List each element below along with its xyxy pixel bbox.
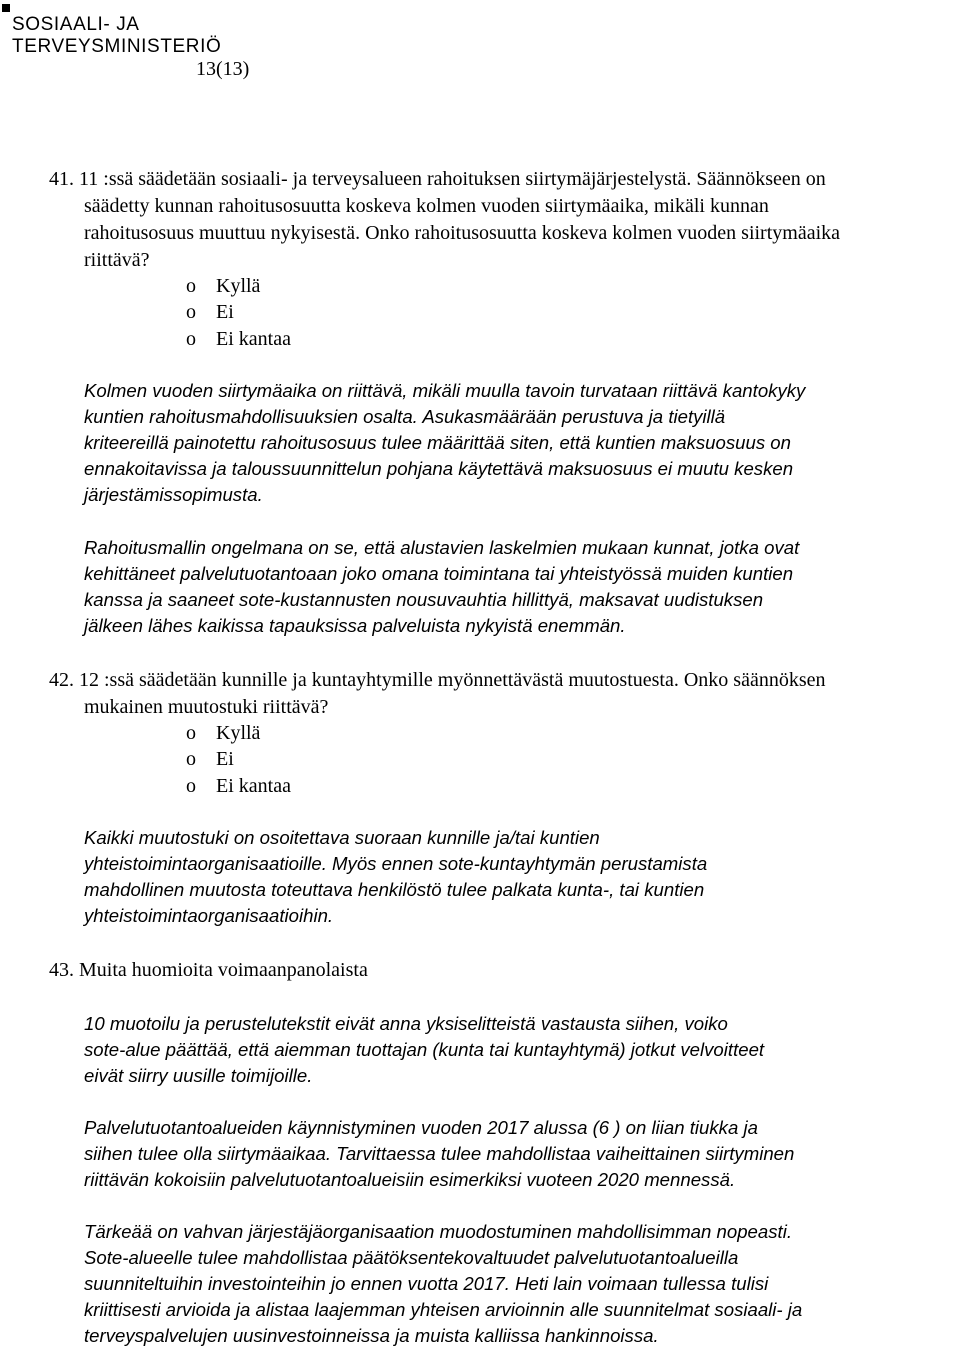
- radio-circle-icon: o: [186, 722, 196, 744]
- answer-text-line: järjestämissopimusta.: [84, 484, 263, 505]
- option-ei[interactable]: o Ei: [186, 301, 234, 323]
- option-kylla[interactable]: o Kyllä: [186, 275, 261, 297]
- answer-text-line: riittävän kokoisiin palvelutuotantoalueisiin esimerkiksi vuoteen 2020 mennessä.: [84, 1169, 736, 1190]
- logo-mark: [2, 4, 10, 12]
- question-text-line: 41. 11 :ssä säädetään sosiaali- ja terveysalueen rahoituksen siirtymäjärjestelystä. Säännökseen on: [49, 168, 826, 190]
- answer-text-line: siihen tulee olla siirtymäaikaa. Tarvittaessa tulee mahdollistaa vaiheittainen siirtyminen: [84, 1143, 795, 1164]
- answer-text-line: 10 muotoilu ja perustelutekstit eivät anna yksiselitteistä vastausta siihen, voiko: [84, 1013, 728, 1034]
- question-text-line: riittävä?: [84, 249, 150, 271]
- answer-text-line: kriteereillä painotettu rahoitusosuus tulee määrittää siten, että kuntien maksuosuus on: [84, 432, 791, 453]
- answer-text-line: Rahoitusmallin ongelmana on se, että alustavien laskelmien mukaan kunnat, jotka ovat: [84, 537, 800, 558]
- question-title: 43. Muita huomioita voimaanpanolaista: [49, 959, 368, 981]
- answer-text-line: Tärkeää on vahvan järjestäjäorganisaation muodostuminen mahdollisimman nopeasti.: [84, 1221, 792, 1242]
- answer-text-line: Kolmen vuoden siirtymäaika on riittävä, mikäli muulla tavoin turvataan riittävä kantokyky: [84, 380, 806, 401]
- option-ei[interactable]: o Ei: [186, 748, 234, 770]
- question-text-line: säädetty kunnan rahoitusosuutta koskeva kolmen vuoden siirtymäaika, mikäli kunnan: [84, 195, 769, 217]
- radio-circle-icon: o: [186, 748, 196, 770]
- answer-text-line: kehittäneet palvelutuotantoaan joko omana toimintana tai yhteistyössä muiden kuntien: [84, 563, 794, 584]
- answer-text-line: Palvelutuotantoalueiden käynnistyminen vuoden 2017 alussa (6 ) on liian tiukka ja: [84, 1117, 758, 1138]
- answer-text-line: eivät siirry uusille toimijoille.: [84, 1065, 313, 1086]
- question-text-line: mukainen muutostuki riittävä?: [84, 696, 329, 718]
- answer-text-line: yhteistoimintaorganisaatioille. Myös ennen sote-kuntayhtymän perustamista: [84, 853, 708, 874]
- answer-text-line: terveyspalvelujen uusinvestoinneissa ja muista kalliissa hankinnoissa.: [84, 1325, 659, 1346]
- radio-circle-icon: o: [186, 328, 196, 350]
- answer-text-line: kuntien rahoitusmahdollisuuksien osalta. Asukasmäärään perustuva ja tietyillä: [84, 406, 726, 427]
- radio-circle-icon: o: [186, 301, 196, 323]
- answer-text-line: kanssa ja saaneet sote-kustannusten nousuvauhtia hillittyä, maksavat uudistuksen: [84, 589, 764, 610]
- logo-text-line2: TERVEYSMINISTERIÖ: [12, 36, 222, 57]
- question-text-line: 42. 12 :ssä säädetään kunnille ja kuntayhtymille myönnettävästä muutostuesta. Onko säännöksen: [49, 669, 826, 691]
- radio-circle-icon: o: [186, 275, 196, 297]
- option-kylla[interactable]: o Kyllä: [186, 722, 261, 744]
- answer-text-line: Kaikki muutostuki on osoitettava suoraan kunnille ja/tai kuntien: [84, 827, 600, 848]
- answer-text-line: sote-alue päättää, että aiemman tuottajan (kunta tai kuntayhtymä) jotkut velvoitteet: [84, 1039, 765, 1060]
- answer-text-line: kriittisesti arvioida ja alistaa laajemman yhteisen arvioinnin alle suunnitelmat sosiaali- ja: [84, 1299, 803, 1320]
- answer-text-line: Sote-alueelle tulee mahdollistaa päätöksentekovaltuudet palvelutuotantoalueilla: [84, 1247, 739, 1268]
- answer-text-line: jälkeen lähes kaikissa tapauksissa palveluista nykyistä enemmän.: [84, 615, 626, 636]
- page-number: 13(13): [196, 58, 250, 80]
- radio-circle-icon: o: [186, 775, 196, 797]
- option-ei-kantaa[interactable]: o Ei kantaa: [186, 328, 291, 350]
- answer-text-line: suunniteltuihin investointeihin jo ennen vuotta 2017. Heti lain voimaan tullessa tulisi: [84, 1273, 769, 1294]
- option-ei-kantaa[interactable]: o Ei kantaa: [186, 775, 291, 797]
- logo-text-line1: SOSIAALI- JA: [12, 14, 140, 35]
- answer-text-line: mahdollinen muutosta toteuttava henkilöstö tulee palkata kunta-, tai kuntien: [84, 879, 705, 900]
- answer-text-line: ennakoitavissa ja taloussuunnittelun pohjana käytettävä maksuosuus ei muutu kesken: [84, 458, 794, 479]
- answer-text-line: yhteistoimintaorganisaatioihin.: [84, 905, 334, 926]
- question-text-line: rahoitusosuus muuttuu nykyisestä. Onko rahoitusosuutta koskeva kolmen vuoden siirtymäaika: [84, 222, 841, 244]
